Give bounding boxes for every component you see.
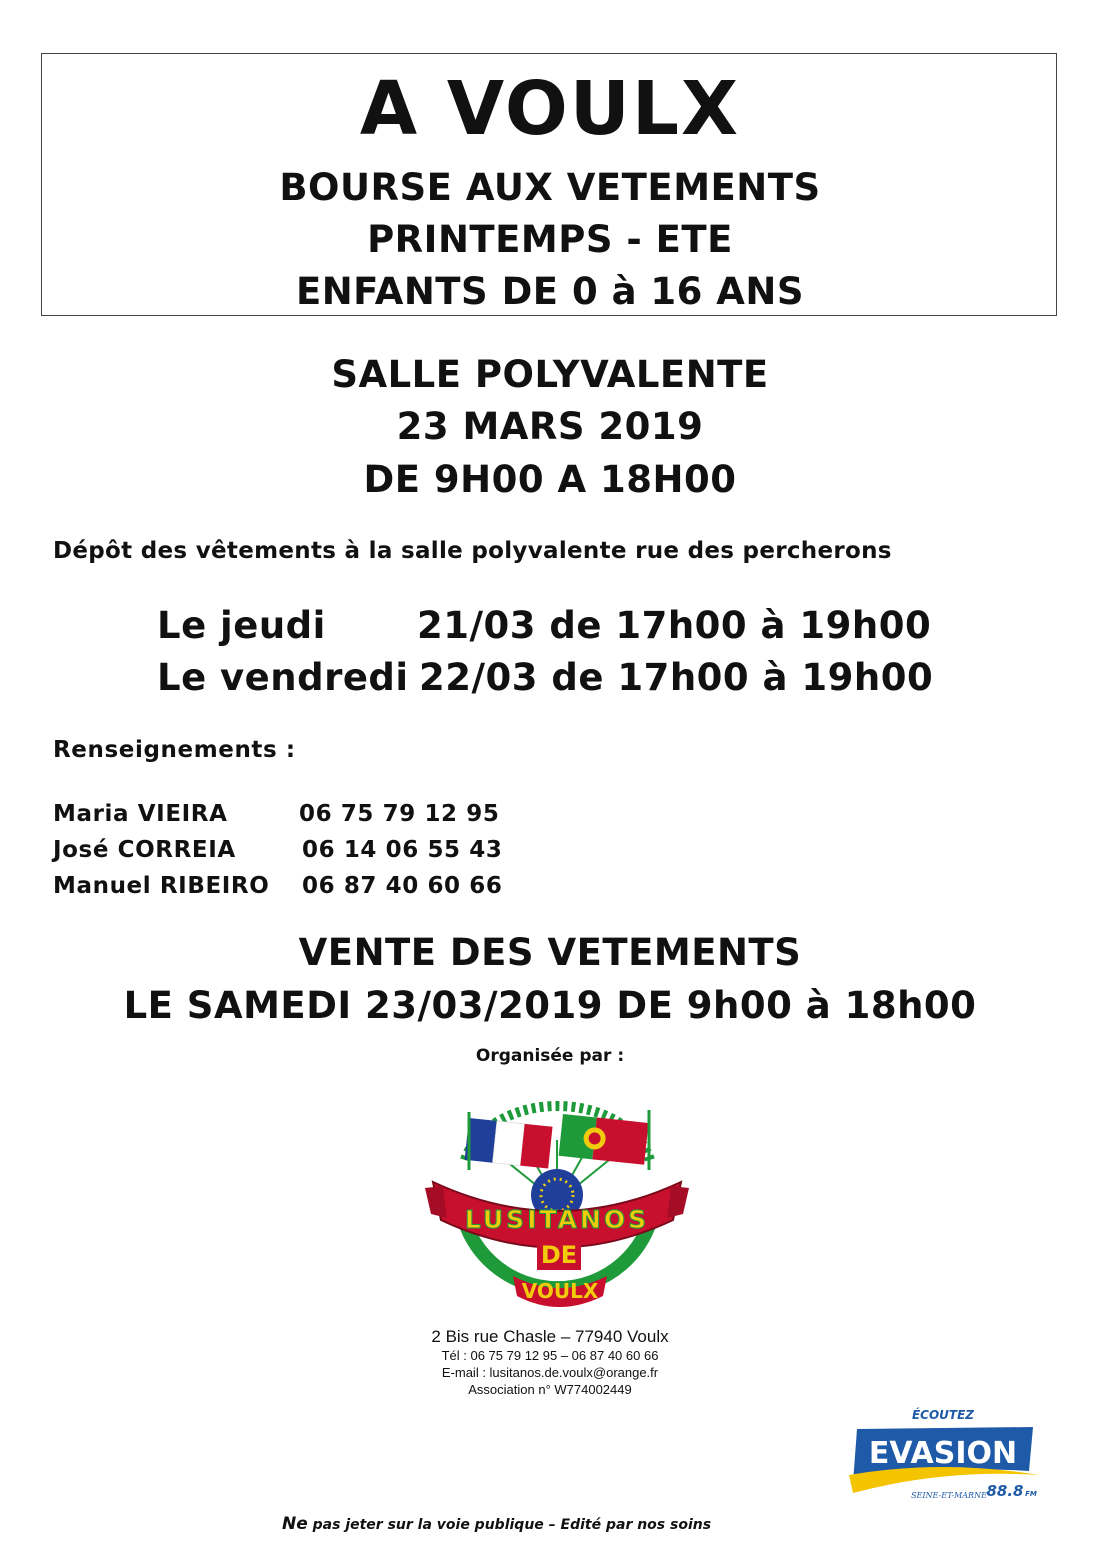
- footer-notice: [282, 1514, 711, 1534]
- contact-phone-2: 06 14 06 55 43: [302, 837, 503, 863]
- logo-text-top: LUSITANOS: [464, 1205, 650, 1234]
- organizer-association: Association n° W774002449: [468, 1382, 632, 1397]
- radio-frequency: 88.8: [986, 1482, 1024, 1500]
- radio-unit: FM: [1025, 1490, 1037, 1498]
- logo-text-mid: DE: [540, 1241, 578, 1269]
- organizer-email: E-mail : lusitanos.de.voulx@orange.fr: [441, 1365, 659, 1380]
- page-title: A VOULX: [359, 66, 741, 152]
- organizer-tel: Tél : 06 75 79 12 95 – 06 87 40 60 66: [441, 1348, 659, 1363]
- deposit-time-1: 21/03 de 17h00 à 19h00: [417, 604, 932, 647]
- event-audience: ENFANTS DE 0 à 16 ANS: [295, 270, 805, 313]
- radio-region: SEINE-ET-MARNE: [911, 1491, 987, 1500]
- footer-notice-rest: pas jeter sur la voie publique – Edité par nos soins: [307, 1517, 712, 1533]
- evasion-radio-logo: [843, 1405, 1043, 1503]
- event-title: BOURSE AUX VETEMENTS: [279, 166, 821, 209]
- contact-phone-1: 06 75 79 12 95: [299, 801, 500, 827]
- french-flag: [465, 1118, 553, 1169]
- event-season: PRINTEMPS - ETE: [367, 218, 733, 261]
- logo-text-bottom: VOULX: [521, 1279, 599, 1303]
- info-heading: Renseignements :: [53, 737, 296, 763]
- contact-name-1: Maria VIEIRA: [53, 801, 228, 827]
- sale-date: LE SAMEDI 23/03/2019 DE 9h00 à 18h00: [123, 984, 977, 1027]
- portuguese-flag: [559, 1114, 649, 1165]
- radio-name: EVASION: [868, 1436, 1018, 1471]
- venue-date: 23 MARS 2019: [396, 405, 704, 448]
- organizer-label: Organisée par :: [475, 1046, 625, 1066]
- deposit-time-2: 22/03 de 17h00 à 19h00: [419, 656, 934, 699]
- lusitanos-logo: [425, 1090, 690, 1330]
- contact-phone-3: 06 87 40 60 66: [302, 873, 503, 899]
- footer-notice-first: Ne: [282, 1514, 308, 1534]
- venue-hours: DE 9H00 A 18H00: [363, 458, 737, 501]
- deposit-label: Dépôt des vêtements à la salle polyvalente rue des percherons: [53, 538, 892, 564]
- venue-place: SALLE POLYVALENTE: [331, 353, 769, 396]
- radio-listen: ÉCOUTEZ: [911, 1408, 975, 1422]
- deposit-day-2: Le vendredi: [157, 656, 409, 699]
- deposit-day-1: Le jeudi: [157, 604, 326, 647]
- contact-name-3: Manuel RIBEIRO: [53, 873, 270, 899]
- sale-title: VENTE DES VETEMENTS: [298, 931, 802, 974]
- contact-name-2: José CORREIA: [53, 837, 236, 863]
- organizer-address: 2 Bis rue Chasle – 77940 Voulx: [431, 1327, 669, 1346]
